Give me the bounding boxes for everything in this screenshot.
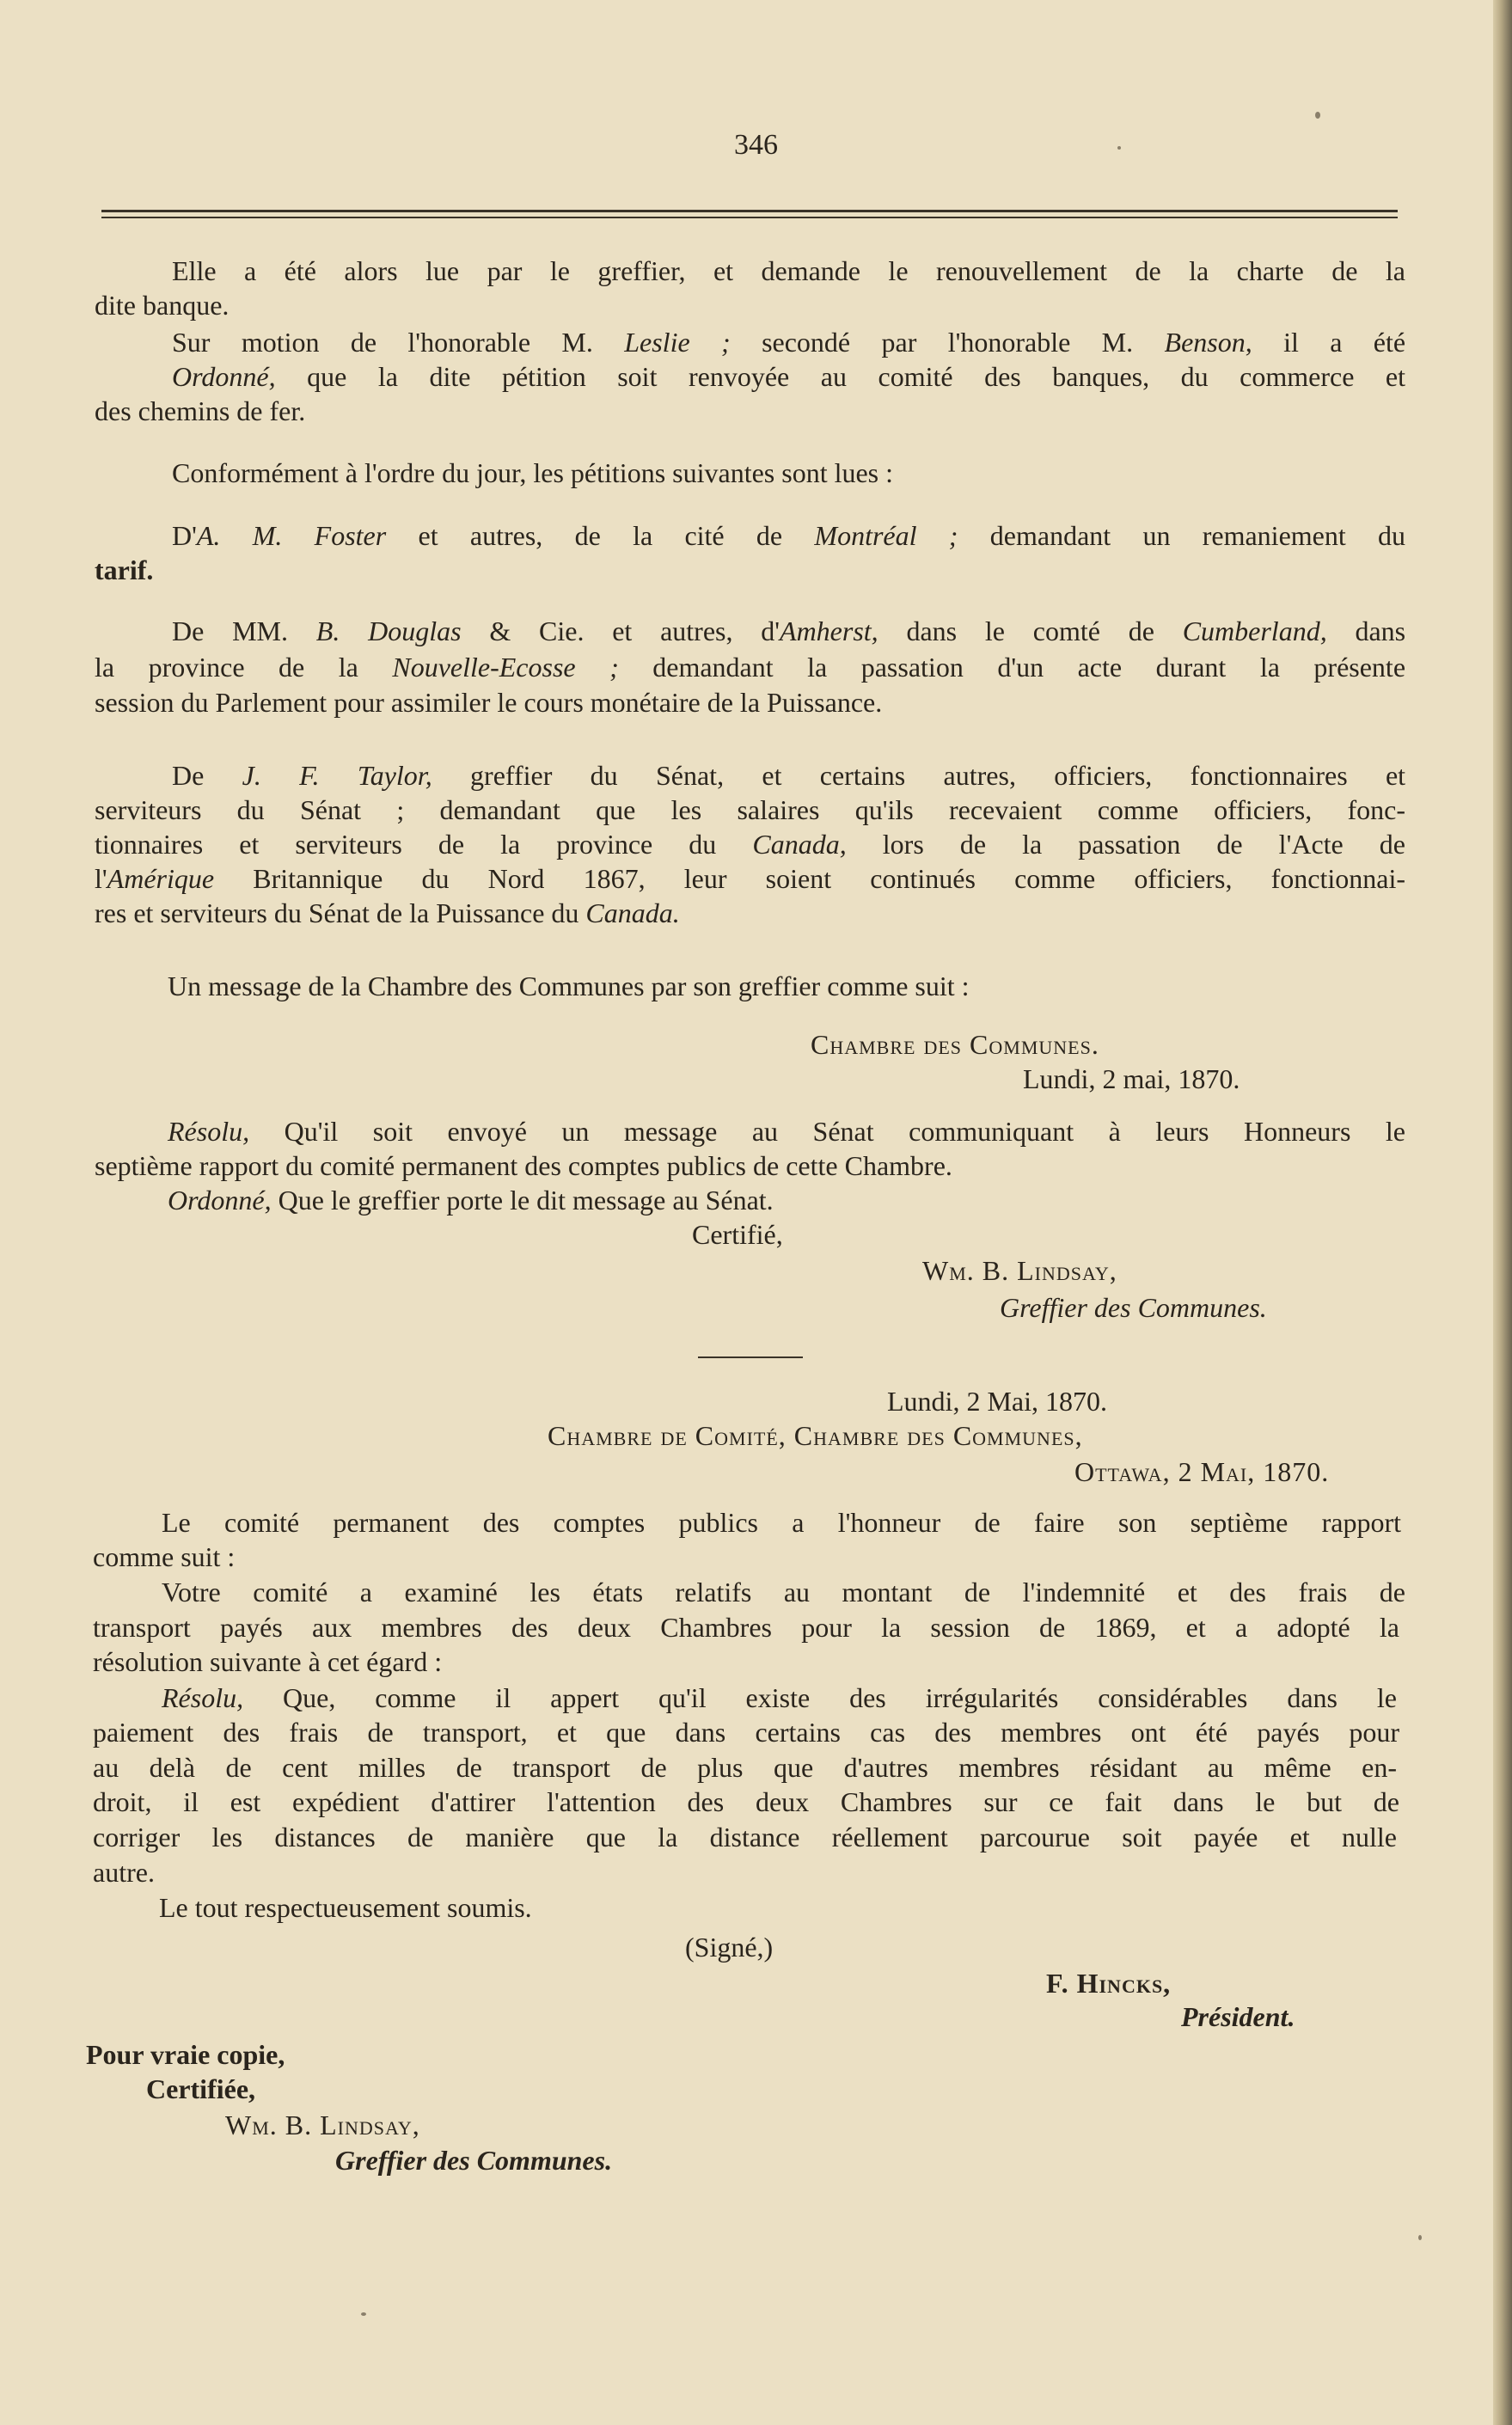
report-city-date: Ottawa, 2 Mai, 1870.	[1074, 1456, 1330, 1487]
text-line: Ordonné, que la dite pétition soit renvoyée au comité des banques, du commerce et	[172, 361, 1406, 392]
text-line: serviteurs du Sénat ; demandant que les salaires qu'ils recevaient comme officiers, fonc-	[95, 794, 1405, 825]
header-rule-thin	[101, 217, 1398, 218]
text-line: tionnaires et serviteurs de la province du Canada, lors de la passation de l'Acte de	[95, 829, 1406, 860]
copy-title: Greffier des Communes.	[335, 2145, 613, 2176]
text-line: De MM. B. Douglas & Cie. et autres, d'Amherst, dans le comté de Cumberland, dans	[172, 615, 1406, 646]
name-taylor: J. F. Taylor,	[242, 760, 432, 791]
text-line: Conformément à l'ordre du jour, les pétitions suivantes sont lues :	[172, 457, 894, 488]
copy-line: Certifiée,	[146, 2073, 256, 2104]
report-date: Lundi, 2 Mai, 1870.	[887, 1386, 1107, 1417]
text-line: tarif.	[95, 554, 154, 585]
copy-line: Pour vraie copie,	[86, 2039, 285, 2070]
text-line: droit, il est expédient d'attirer l'attention des deux Chambres sur ce fait dans le but de	[93, 1786, 1399, 1817]
signatory-title: Greffier des Communes.	[1000, 1292, 1267, 1323]
name-benson: Benson,	[1164, 327, 1252, 358]
text-line: corriger les distances de manière que la distance réellement parcourue soit payée et nulle	[93, 1822, 1397, 1852]
signe-label: (Signé,)	[685, 1932, 774, 1963]
page-edge-shadow	[1493, 0, 1512, 2425]
paper-speck	[1117, 146, 1121, 150]
text-line: Le comité permanent des comptes publics a l'honneur de faire son septième rapport	[162, 1507, 1401, 1538]
paper-speck	[1418, 2235, 1422, 2240]
text-line: res et serviteurs du Sénat de la Puissance du Canada.	[95, 897, 680, 928]
text-line: autre.	[93, 1857, 155, 1888]
text-line: D'A. M. Foster et autres, de la cité de Montréal ; demandant un remaniement du	[172, 520, 1406, 551]
name-leslie: Leslie ;	[624, 327, 731, 358]
text-line: paiement des frais de transport, et que dans certains cas des membres ont été payés pour	[93, 1717, 1399, 1748]
signatory-name: Wm. B. Lindsay,	[922, 1255, 1117, 1286]
message-date: Lundi, 2 mai, 1870.	[1023, 1063, 1240, 1094]
text-line: la province de la Nouvelle-Ecosse ; demandant la passation d'un acte durant la présente	[95, 652, 1406, 683]
president-title: Président.	[1181, 2001, 1295, 2032]
name-foster: A. M. Foster	[196, 520, 387, 551]
paper-speck	[1315, 112, 1320, 119]
text-line: Le tout respectueusement soumis.	[159, 1892, 532, 1923]
text-line: au delà de cent milles de transport de plus que d'autres membres résidant au même en-	[93, 1752, 1397, 1783]
text-line: Résolu, Qu'il soit envoyé un message au Sénat communiquant à leurs Honneurs le	[168, 1116, 1406, 1147]
text-line: septième rapport du comité permanent des comptes publics de cette Chambre.	[95, 1150, 952, 1181]
text-line: session du Parlement pour assimiler le cours monétaire de la Puissance.	[95, 687, 883, 718]
text-line: comme suit :	[93, 1541, 236, 1572]
text-line: Résolu, Que, comme il appert qu'il existe des irrégularités considérables dans le	[162, 1682, 1398, 1713]
text-line: Elle a été alors lue par le greffier, et demande le renouvellement de la charte de la	[172, 255, 1405, 286]
text-line: l'Amérique Britannique du Nord 1867, leur soient continués comme officiers, fonctionnai-	[95, 863, 1406, 894]
text-line: Sur motion de l'honorable M. Leslie ; secondé par l'honorable M. Benson, il a été	[172, 327, 1406, 358]
text-line: Votre comité a examiné les états relatifs au montant de l'indemnité et des frais de	[162, 1577, 1405, 1607]
report-place: Chambre de Comité, Chambre des Communes,	[548, 1420, 1083, 1451]
page-number: 346	[734, 129, 778, 161]
text-line: des chemins de fer.	[95, 395, 306, 426]
message-header: Chambre des Communes.	[811, 1029, 1099, 1060]
president-name: F. Hincks,	[1046, 1968, 1172, 1999]
text-line: dite banque.	[95, 290, 230, 321]
text-line: Un message de la Chambre des Communes par son greffier comme suit :	[168, 971, 970, 1001]
copy-signatory: Wm. B. Lindsay,	[225, 2110, 420, 2140]
section-divider	[698, 1356, 803, 1358]
text-line: Ordonné, Que le greffier porte le dit message au Sénat.	[168, 1185, 774, 1216]
paper-speck	[361, 2312, 366, 2316]
name-douglas: B. Douglas	[315, 615, 462, 646]
text-line: résolution suivante à cet égard :	[93, 1646, 443, 1677]
text-line: transport payés aux membres des deux Chambres pour la session de 1869, et a adopté la	[93, 1612, 1399, 1643]
certifie-label: Certifié,	[692, 1219, 783, 1250]
header-rule-thick	[101, 210, 1398, 212]
text-line: De J. F. Taylor, greffier du Sénat, et certains autres, officiers, fonctionnaires et	[172, 760, 1406, 791]
